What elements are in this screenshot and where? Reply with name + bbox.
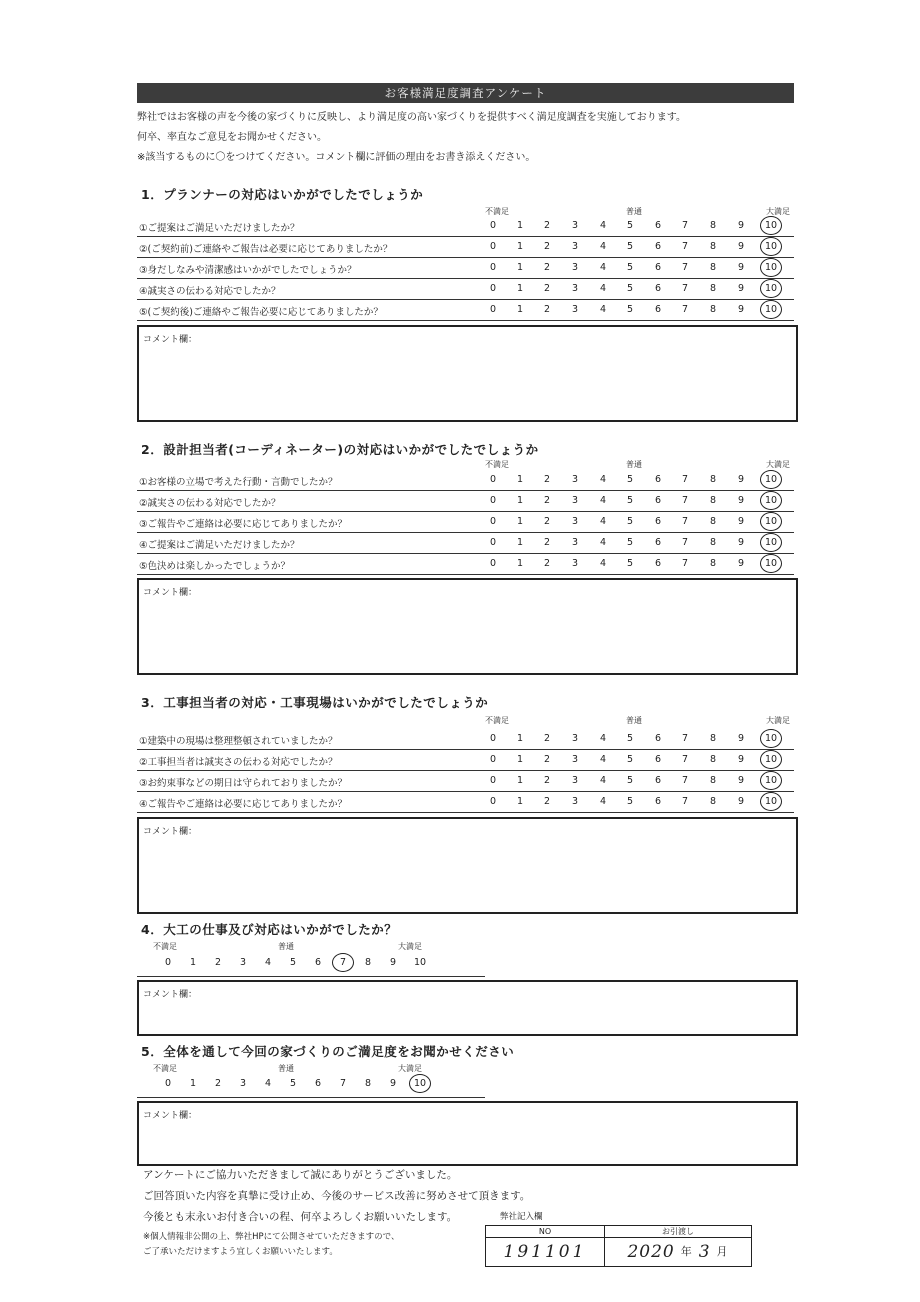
rating-option[interactable]: 2 xyxy=(543,241,551,252)
rating-option[interactable]: 5 xyxy=(626,733,634,744)
rating-option[interactable]: 9 xyxy=(737,537,745,548)
rating-option[interactable]: 6 xyxy=(654,304,662,315)
rating-option[interactable]: 7 xyxy=(681,283,689,294)
rating-option[interactable]: 9 xyxy=(737,516,745,527)
rating-option[interactable]: 8 xyxy=(709,558,717,569)
comment-label: コメント欄： xyxy=(143,827,198,837)
rating-option[interactable]: 8 xyxy=(709,474,717,485)
comment-box[interactable] xyxy=(137,578,798,675)
rating-option[interactable]: 4 xyxy=(599,304,607,315)
rating-option[interactable]: 4 xyxy=(599,262,607,273)
rating-option[interactable]: 6 xyxy=(654,241,662,252)
rating-option[interactable]: 6 xyxy=(654,516,662,527)
rating-option[interactable]: 8 xyxy=(709,775,717,786)
rating-option[interactable]: 6 xyxy=(654,733,662,744)
question-label: ③ご報告やご連絡は必要に応じてありましたか？ xyxy=(139,519,348,530)
rating-option[interactable]: 4 xyxy=(264,957,272,968)
rating-option[interactable]: 0 xyxy=(489,754,497,765)
rating-option[interactable]: 0 xyxy=(489,516,497,527)
rating-option[interactable]: 2 xyxy=(543,262,551,273)
question-row xyxy=(137,470,794,491)
rating-option[interactable]: 4 xyxy=(599,495,607,506)
rating-option[interactable]: 3 xyxy=(571,262,579,273)
question-label: ④誠実さの伝わる対応でしたか？ xyxy=(139,286,281,297)
rating-option[interactable]: 6 xyxy=(654,262,662,273)
rating-option-selected[interactable]: 10 xyxy=(409,1074,431,1093)
rating-option[interactable]: 4 xyxy=(599,283,607,294)
rating-option[interactable]: 5 xyxy=(626,537,634,548)
rating-option-selected[interactable]: 10 xyxy=(760,554,782,573)
rating-option[interactable]: 4 xyxy=(599,516,607,527)
rating-option[interactable]: 3 xyxy=(239,957,247,968)
rating-option[interactable]: 1 xyxy=(516,241,524,252)
rating-option[interactable]: 6 xyxy=(314,1078,322,1089)
no-value: 191101 xyxy=(486,1238,605,1266)
year-unit: 年 xyxy=(680,1245,693,1258)
rating-option-selected[interactable]: 10 xyxy=(760,729,782,748)
rating-underline xyxy=(137,1097,485,1098)
rating-option[interactable]: 0 xyxy=(489,474,497,485)
rating-option[interactable]: 3 xyxy=(571,754,579,765)
rating-option[interactable]: 1 xyxy=(516,754,524,765)
question-row xyxy=(137,792,794,813)
rating-option[interactable]: 3 xyxy=(571,241,579,252)
question-label: ③お約束事などの期日は守られておりましたか？ xyxy=(139,778,348,789)
rating-option[interactable]: 1 xyxy=(516,495,524,506)
question-label: ①ご提案はご満足いただけましたか？ xyxy=(139,223,300,234)
rating-option[interactable]: 1 xyxy=(516,733,524,744)
question-row xyxy=(137,237,794,258)
rating-option[interactable]: 0 xyxy=(489,558,497,569)
rating-option[interactable]: 3 xyxy=(239,1078,247,1089)
rating-option[interactable]: 8 xyxy=(709,733,717,744)
intro-line-1: 弊社ではお客様の声を今後の家づくりに反映し、より満足度の高い家づくりを提供すべく満足度調査を実施しております。 xyxy=(137,112,686,123)
rating-option[interactable]: 8 xyxy=(364,957,372,968)
question-row xyxy=(137,491,794,512)
question-label: ⑤色決めは楽しかったでしょうか？ xyxy=(139,561,291,572)
closing-line-2: ご回答頂いた内容を真摯に受け止め、今後のサービス改善に努めさせて頂きます。 xyxy=(143,1190,531,1202)
rating-option[interactable]: 5 xyxy=(626,220,634,231)
rating-option[interactable]: 6 xyxy=(654,754,662,765)
rating-option[interactable]: 5 xyxy=(626,775,634,786)
rating-option[interactable]: 2 xyxy=(543,754,551,765)
rating-option[interactable]: 0 xyxy=(489,304,497,315)
scale-mid-label: 普通 xyxy=(626,716,642,725)
closing-line-1: アンケートにご協力いただきまして誠にありがとうございました。 xyxy=(143,1169,458,1181)
office-use-table xyxy=(485,1225,752,1267)
scale-mid-label: 普通 xyxy=(278,1064,294,1073)
rating-option[interactable]: 6 xyxy=(654,220,662,231)
section-title-4: 4．大工の仕事及び対応はいかがでしたか？ xyxy=(141,922,398,937)
rating-option[interactable]: 0 xyxy=(489,733,497,744)
rating-option[interactable]: 5 xyxy=(289,957,297,968)
rating-option[interactable]: 9 xyxy=(737,495,745,506)
rating-option[interactable]: 3 xyxy=(571,558,579,569)
rating-option[interactable]: 6 xyxy=(654,474,662,485)
rating-option[interactable]: 2 xyxy=(543,516,551,527)
rating-option[interactable]: 8 xyxy=(709,754,717,765)
rating-option[interactable]: 9 xyxy=(737,474,745,485)
rating-option[interactable]: 0 xyxy=(164,1078,172,1089)
rating-option[interactable]: 5 xyxy=(626,262,634,273)
rating-option-selected[interactable]: 10 xyxy=(760,216,782,235)
intro-line-3: ※該当するものに〇をつけてください。コメント欄に評価の理由をお書き添えください。 xyxy=(137,152,536,163)
rating-option-selected[interactable]: 10 xyxy=(760,237,782,256)
rating-option[interactable]: 0 xyxy=(489,220,497,231)
rating-option[interactable]: 7 xyxy=(681,558,689,569)
question-label: ②誠実さの伝わる対応でしたか？ xyxy=(139,498,281,509)
privacy-note-2: ご了承いただけますよう宜しくお願いいたします。 xyxy=(143,1247,338,1257)
rating-option[interactable]: 2 xyxy=(543,775,551,786)
rating-option[interactable]: 6 xyxy=(654,796,662,807)
question-row xyxy=(137,216,794,237)
rating-option[interactable]: 7 xyxy=(681,775,689,786)
rating-option-selected[interactable]: 10 xyxy=(760,258,782,277)
rating-option[interactable]: 9 xyxy=(389,1078,397,1089)
scale-high-label: 大満足 xyxy=(766,716,790,725)
rating-option[interactable]: 8 xyxy=(709,283,717,294)
rating-option[interactable]: 3 xyxy=(571,516,579,527)
intro-line-2: 何卒、率直なご意見をお聞かせください。 xyxy=(137,132,327,143)
rating-option[interactable]: 1 xyxy=(516,474,524,485)
rating-option[interactable]: 7 xyxy=(681,796,689,807)
rating-option[interactable]: 3 xyxy=(571,474,579,485)
rating-option[interactable]: 9 xyxy=(737,241,745,252)
rating-option[interactable]: 9 xyxy=(737,558,745,569)
question-label: ④ご提案はご満足いただけましたか？ xyxy=(139,540,300,551)
rating-option[interactable]: 2 xyxy=(543,304,551,315)
closing-line-3: 今後とも末永いお付き合いの程、何卒よろしくお願いいたします。 xyxy=(143,1211,458,1223)
scale-low-label: 不満足 xyxy=(153,942,177,951)
question-row xyxy=(137,750,794,771)
section-title-3: 3．工事担当者の対応・工事現場はいかがでしたでしょうか xyxy=(141,695,489,710)
rating-option[interactable]: 1 xyxy=(516,516,524,527)
scale-mid-label: 普通 xyxy=(278,942,294,951)
rating-option[interactable]: 8 xyxy=(709,537,717,548)
rating-option[interactable]: 0 xyxy=(489,796,497,807)
rating-option[interactable]: 1 xyxy=(516,796,524,807)
page-title: お客様満足度調査アンケート xyxy=(137,83,794,103)
comment-box[interactable] xyxy=(137,817,798,914)
rating-option[interactable]: 2 xyxy=(543,558,551,569)
rating-option[interactable]: 7 xyxy=(681,220,689,231)
rating-option[interactable]: 4 xyxy=(599,474,607,485)
rating-option[interactable]: 9 xyxy=(737,283,745,294)
rating-option[interactable]: 0 xyxy=(489,262,497,273)
rating-option[interactable]: 2 xyxy=(543,495,551,506)
month-unit: 月 xyxy=(716,1245,729,1258)
rating-option[interactable]: 7 xyxy=(681,733,689,744)
scale-mid-label: 普通 xyxy=(626,460,642,469)
rating-option[interactable]: 1 xyxy=(516,262,524,273)
comment-box[interactable] xyxy=(137,980,798,1036)
rating-option[interactable]: 6 xyxy=(654,283,662,294)
rating-option[interactable]: 3 xyxy=(571,220,579,231)
rating-option[interactable]: 5 xyxy=(626,516,634,527)
rating-option-selected[interactable]: 10 xyxy=(760,533,782,552)
scale-low-label: 不満足 xyxy=(153,1064,177,1073)
rating-option[interactable]: 4 xyxy=(599,733,607,744)
rating-option[interactable]: 2 xyxy=(214,1078,222,1089)
rating-option[interactable]: 1 xyxy=(189,1078,197,1089)
rating-option[interactable]: 6 xyxy=(654,495,662,506)
rating-option[interactable]: 9 xyxy=(737,775,745,786)
rating-option[interactable]: 8 xyxy=(709,796,717,807)
rating-option[interactable]: 5 xyxy=(626,474,634,485)
question-label: ②工事担当者は誠実さの伝わる対応でしたか？ xyxy=(139,757,338,768)
rating-option[interactable]: 8 xyxy=(709,516,717,527)
scale-low-label: 不満足 xyxy=(485,207,509,216)
rating-option[interactable]: 6 xyxy=(654,537,662,548)
comment-box[interactable] xyxy=(137,325,798,422)
handover-header: お引渡し xyxy=(662,1227,694,1236)
rating-option[interactable]: 4 xyxy=(599,220,607,231)
rating-option-selected[interactable]: 10 xyxy=(760,792,782,811)
section-title-1: 1．プランナーの対応はいかがでしたでしょうか xyxy=(141,187,424,202)
scale-high-label: 大満足 xyxy=(398,1064,422,1073)
handover-year: 2020 xyxy=(627,1242,675,1262)
rating-option[interactable]: 8 xyxy=(709,241,717,252)
question-row xyxy=(137,512,794,533)
rating-option[interactable]: 4 xyxy=(599,241,607,252)
rating-option[interactable]: 7 xyxy=(681,262,689,273)
scale-mid-label: 普通 xyxy=(626,207,642,216)
rating-option[interactable]: 0 xyxy=(164,957,172,968)
scale-low-label: 不満足 xyxy=(485,460,509,469)
rating-option[interactable]: 4 xyxy=(599,775,607,786)
section-title-2: 2．設計担当者(コーディネーター)の対応はいかがでしたでしょうか xyxy=(141,442,539,457)
rating-option[interactable]: 2 xyxy=(543,537,551,548)
office-use-label: 弊社記入欄 xyxy=(500,1212,543,1222)
comment-label: コメント欄： xyxy=(143,588,198,598)
question-row xyxy=(137,300,794,321)
comment-label: コメント欄： xyxy=(143,335,198,345)
rating-option[interactable]: 5 xyxy=(626,283,634,294)
rating-option[interactable]: 7 xyxy=(681,754,689,765)
rating-option-selected[interactable]: 10 xyxy=(760,750,782,769)
rating-option[interactable]: 3 xyxy=(571,775,579,786)
rating-option[interactable]: 3 xyxy=(571,495,579,506)
handover-month: 3 xyxy=(698,1242,711,1262)
rating-option[interactable]: 2 xyxy=(543,283,551,294)
rating-option[interactable]: 10 xyxy=(413,957,427,968)
rating-option[interactable]: 5 xyxy=(626,241,634,252)
scale-high-label: 大満足 xyxy=(766,460,790,469)
rating-option-selected[interactable]: 10 xyxy=(760,771,782,790)
question-label: ④ご報告やご連絡は必要に応じてありましたか？ xyxy=(139,799,348,810)
rating-option[interactable]: 1 xyxy=(516,220,524,231)
handover-date xyxy=(605,1238,751,1266)
rating-option[interactable]: 3 xyxy=(571,796,579,807)
privacy-note-1: ※個人情報非公開の上、弊社HPにて公開させていただきますので、 xyxy=(143,1232,400,1242)
rating-option[interactable]: 4 xyxy=(264,1078,272,1089)
question-label: ⑤(ご契約後)ご連絡やご報告必要に応じてありましたか？ xyxy=(139,307,383,318)
rating-option[interactable]: 6 xyxy=(314,957,322,968)
rating-option[interactable]: 5 xyxy=(626,495,634,506)
rating-option[interactable]: 7 xyxy=(681,495,689,506)
rating-option[interactable]: 3 xyxy=(571,537,579,548)
rating-option[interactable]: 4 xyxy=(599,796,607,807)
rating-option[interactable]: 1 xyxy=(516,558,524,569)
rating-option[interactable]: 1 xyxy=(516,304,524,315)
rating-option[interactable]: 3 xyxy=(571,733,579,744)
comment-label: コメント欄： xyxy=(143,990,198,1000)
rating-option[interactable]: 4 xyxy=(599,558,607,569)
question-label: ①建築中の現場は整理整頓されていましたか？ xyxy=(139,736,338,747)
rating-option[interactable]: 0 xyxy=(489,283,497,294)
comment-label: コメント欄： xyxy=(143,1111,198,1121)
rating-option[interactable]: 8 xyxy=(709,495,717,506)
rating-underline xyxy=(137,976,485,977)
scale-low-label: 不満足 xyxy=(485,716,509,725)
rating-option[interactable]: 0 xyxy=(489,537,497,548)
question-row xyxy=(137,771,794,792)
rating-option[interactable]: 8 xyxy=(709,220,717,231)
rating-option[interactable]: 1 xyxy=(516,283,524,294)
question-row xyxy=(137,729,794,750)
rating-option[interactable]: 3 xyxy=(571,304,579,315)
question-label: ①お客様の立場で考えた行動・言動でしたか？ xyxy=(139,477,338,488)
rating-option[interactable]: 5 xyxy=(626,796,634,807)
rating-option[interactable]: 2 xyxy=(543,474,551,485)
rating-option[interactable]: 8 xyxy=(709,304,717,315)
question-label: ②(ご契約前)ご連絡やご報告は必要に応じてありましたか？ xyxy=(139,244,393,255)
rating-option[interactable]: 1 xyxy=(516,775,524,786)
rating-option-selected[interactable]: 10 xyxy=(760,512,782,531)
rating-option[interactable]: 6 xyxy=(654,775,662,786)
question-row xyxy=(137,533,794,554)
rating-option[interactable]: 9 xyxy=(737,796,745,807)
rating-option[interactable]: 5 xyxy=(289,1078,297,1089)
rating-option[interactable]: 7 xyxy=(681,537,689,548)
rating-option[interactable]: 9 xyxy=(389,957,397,968)
rating-option-selected[interactable]: 10 xyxy=(760,470,782,489)
rating-option[interactable]: 4 xyxy=(599,537,607,548)
scale-high-label: 大満足 xyxy=(398,942,422,951)
question-label: ③身だしなみや清潔感はいかがでしたでしょうか？ xyxy=(139,265,357,276)
rating-option[interactable]: 3 xyxy=(571,283,579,294)
rating-option[interactable]: 9 xyxy=(737,304,745,315)
rating-option[interactable]: 0 xyxy=(489,495,497,506)
scale-high-label: 大満足 xyxy=(766,207,790,216)
rating-option[interactable]: 2 xyxy=(214,957,222,968)
rating-option-selected[interactable]: 10 xyxy=(760,300,782,319)
rating-option[interactable]: 6 xyxy=(654,558,662,569)
rating-option[interactable]: 9 xyxy=(737,754,745,765)
rating-option[interactable]: 0 xyxy=(489,775,497,786)
question-row xyxy=(137,554,794,575)
rating-option[interactable]: 7 xyxy=(681,516,689,527)
rating-option[interactable]: 8 xyxy=(709,262,717,273)
rating-option[interactable]: 0 xyxy=(489,241,497,252)
rating-option[interactable]: 9 xyxy=(737,262,745,273)
question-row xyxy=(137,258,794,279)
rating-option-selected[interactable]: 7 xyxy=(332,953,354,972)
rating-option[interactable]: 9 xyxy=(737,220,745,231)
rating-option[interactable]: 5 xyxy=(626,304,634,315)
no-header: NO xyxy=(486,1226,605,1237)
rating-option[interactable]: 2 xyxy=(543,796,551,807)
comment-box[interactable] xyxy=(137,1101,798,1166)
rating-option[interactable]: 1 xyxy=(189,957,197,968)
rating-option[interactable]: 9 xyxy=(737,733,745,744)
rating-option-selected[interactable]: 10 xyxy=(760,491,782,510)
rating-option[interactable]: 4 xyxy=(599,754,607,765)
rating-option[interactable]: 2 xyxy=(543,220,551,231)
rating-option[interactable]: 7 xyxy=(339,1078,347,1089)
question-row xyxy=(137,279,794,300)
section-title-5: 5．全体を通して今回の家づくりのご満足度をお聞かせください xyxy=(141,1044,515,1059)
rating-option[interactable]: 7 xyxy=(681,304,689,315)
rating-option[interactable]: 7 xyxy=(681,241,689,252)
rating-option[interactable]: 8 xyxy=(364,1078,372,1089)
rating-option[interactable]: 7 xyxy=(681,474,689,485)
rating-option-selected[interactable]: 10 xyxy=(760,279,782,298)
rating-option[interactable]: 5 xyxy=(626,754,634,765)
rating-option[interactable]: 5 xyxy=(626,558,634,569)
rating-option[interactable]: 1 xyxy=(516,537,524,548)
rating-option[interactable]: 2 xyxy=(543,733,551,744)
